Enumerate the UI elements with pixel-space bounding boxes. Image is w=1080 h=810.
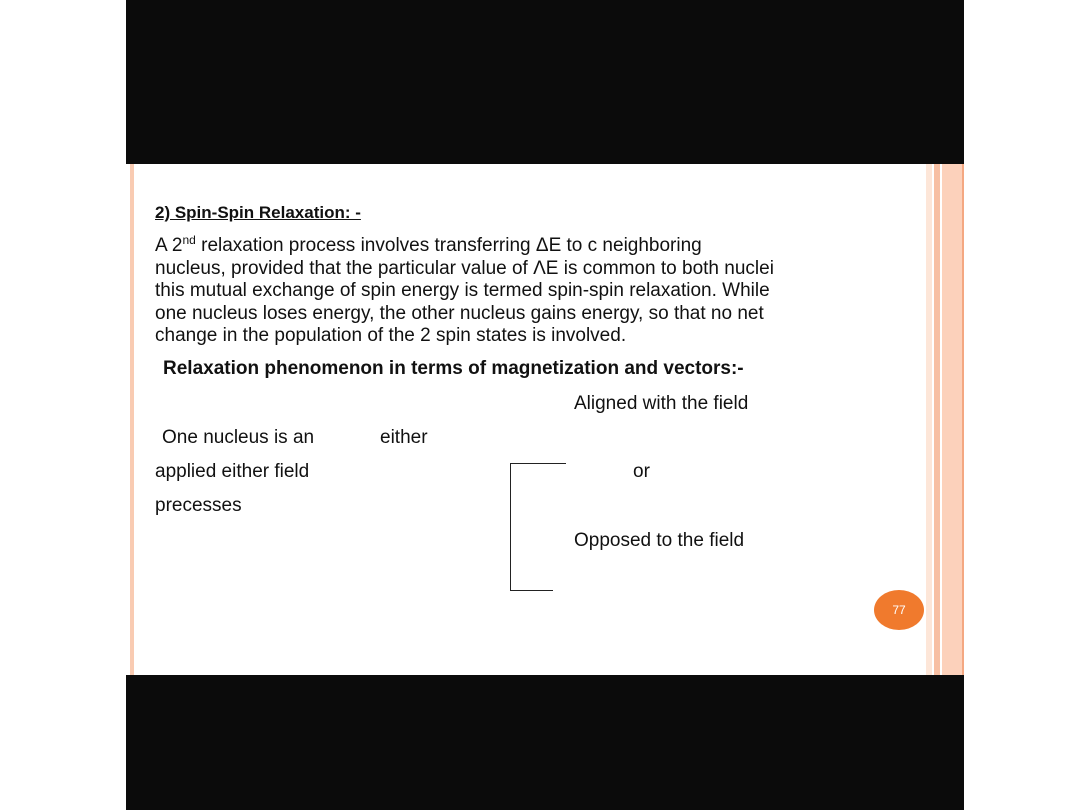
body-paragraph bbox=[155, 235, 925, 348]
bracket-top-tick bbox=[552, 463, 566, 464]
letterbox-bottom bbox=[126, 675, 964, 810]
section-heading: 2) Spin-Spin Relaxation: - bbox=[155, 203, 361, 222]
paragraph-line-3: this mutual exchange of spin energy is termed spin-spin relaxation. While bbox=[155, 280, 770, 302]
page-number-badge: 77 bbox=[874, 590, 924, 630]
right-border-stripe-3 bbox=[942, 164, 964, 675]
left-border-stripe bbox=[130, 164, 134, 675]
paragraph-line-1: A 2nd relaxation process involves transferring ΔE to c neighboring bbox=[155, 233, 702, 256]
opposed-label: Opposed to the field bbox=[574, 530, 745, 551]
subheading: Relaxation phenomenon in terms of magnetization and vectors:- bbox=[163, 358, 744, 379]
paragraph-line-5: change in the population of the 2 spin states is involved. bbox=[155, 325, 627, 347]
applied-label: applied either field bbox=[155, 461, 310, 482]
letterbox-top bbox=[126, 0, 964, 164]
right-border-stripe-4 bbox=[962, 164, 964, 675]
right-border-stripe-1 bbox=[926, 164, 932, 675]
precesses-label: precesses bbox=[155, 495, 242, 516]
one-nucleus-label: One nucleus is an bbox=[162, 427, 315, 448]
paragraph-line-4: one nucleus loses energy, the other nucleus gains energy, so that no net bbox=[155, 302, 764, 324]
paragraph-line-2: nucleus, provided that the particular value of ΛE is common to both nuclei bbox=[155, 257, 774, 279]
or-label: or bbox=[633, 461, 650, 482]
aligned-label: Aligned with the field bbox=[574, 393, 749, 414]
bracket-connector bbox=[510, 463, 553, 591]
right-border-stripe-2 bbox=[934, 164, 940, 675]
either-label: either bbox=[380, 427, 428, 448]
